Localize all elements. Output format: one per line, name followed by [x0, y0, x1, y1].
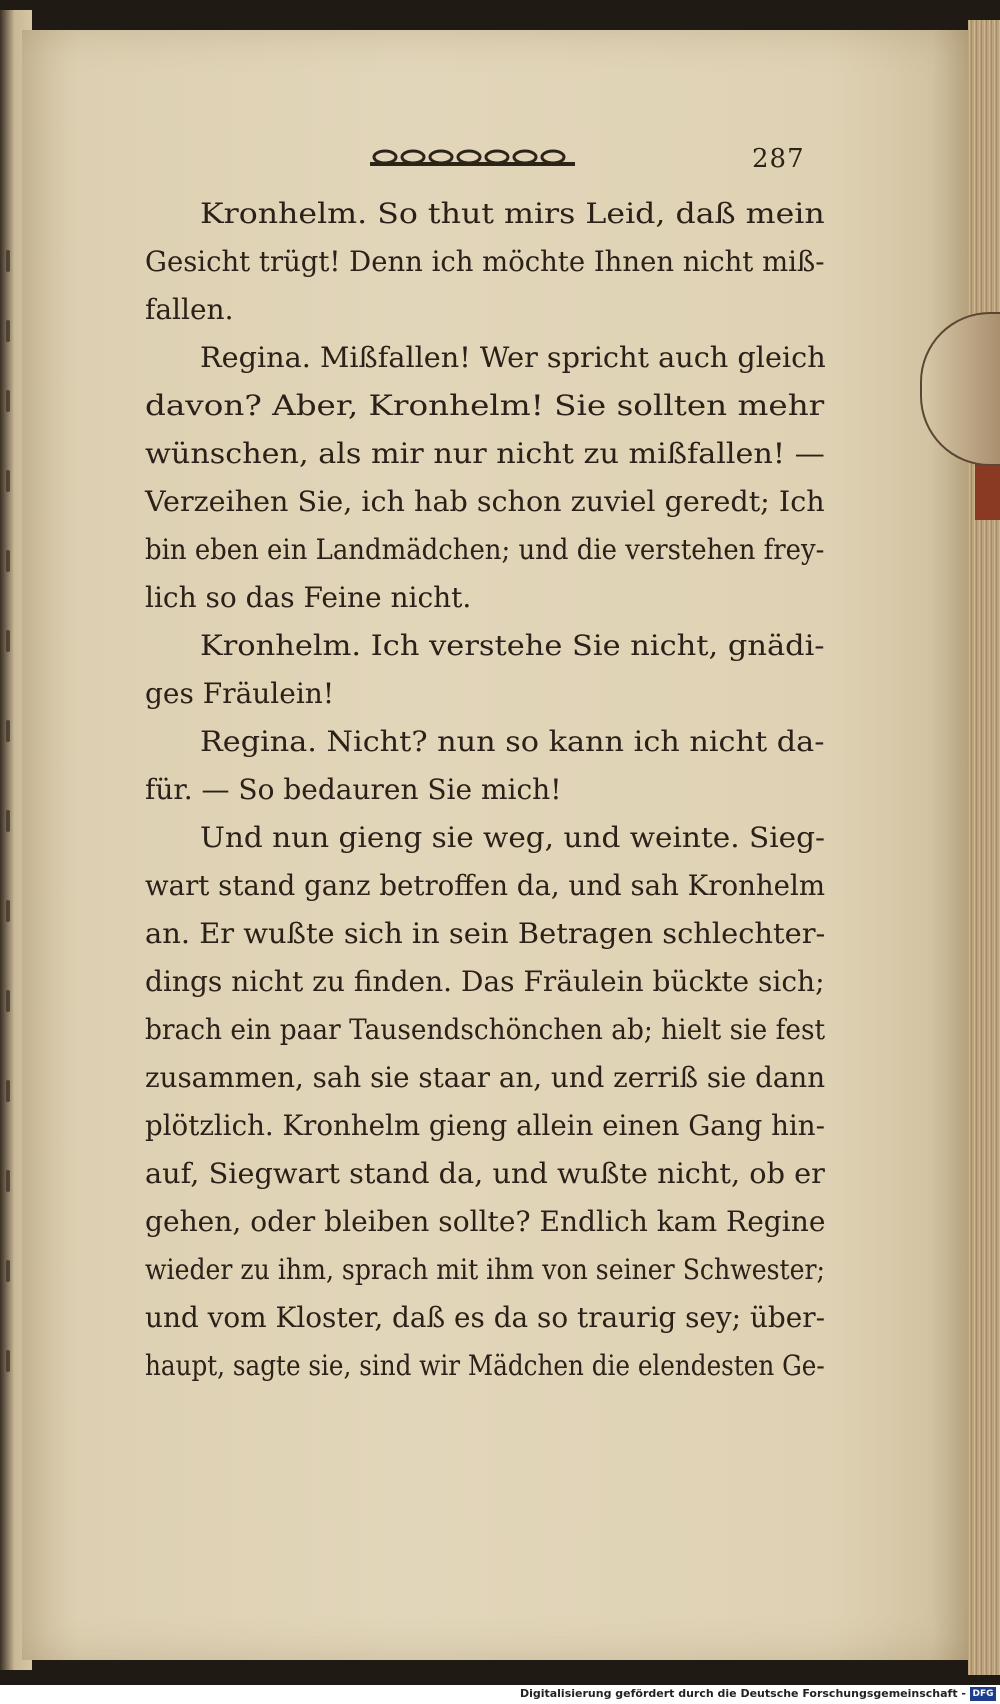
text-line: lich so das Feine nicht. [145, 581, 472, 614]
page-number: 287 [752, 144, 805, 174]
text-line: plötzlich. Kronhelm gieng allein einen Gang hin- [145, 1109, 825, 1142]
text-line: Verzeihen Sie, ich hab schon zuviel geredt; Ich [145, 485, 825, 518]
text-line: Und nun gieng sie weg, und weinte. Sieg- [200, 821, 825, 854]
text-line: für. — So bedauren Sie mich! [145, 773, 562, 806]
text-line: Kronhelm. Ich verstehe Sie nicht, gnädi- [200, 629, 825, 662]
text-line: Kronhelm. So thut mirs Leid, daß mein [200, 197, 825, 230]
text-line: gehen, oder bleiben sollte? Endlich kam Regine [145, 1205, 826, 1238]
text-line: dings nicht zu finden. Das Fräulein bückte sich; [145, 965, 825, 998]
digitization-footer [0, 1685, 1000, 1704]
text-line: davon? Aber, Kronhelm! Sie sollten mehr [145, 389, 825, 422]
page-header [370, 140, 810, 180]
header-ornament-icon [370, 148, 575, 168]
text-line: fallen. [145, 293, 234, 326]
text-line: haupt, sagte sie, sind wir Mädchen die elendesten Ge- [145, 1349, 825, 1382]
text-line: wart stand ganz betroffen da, und sah Kronhelm [145, 869, 826, 902]
text-line: Regina. Mißfallen! Wer spricht auch gleich [200, 341, 826, 374]
text-line: bin eben ein Landmädchen; und die verstehen frey- [145, 533, 825, 566]
left-page-bleed-marks [6, 250, 22, 1450]
dfg-logo: DFG [970, 1687, 996, 1701]
text-line: Gesicht trügt! Denn ich möchte Ihnen nicht miß- [145, 245, 825, 278]
text-line: zusammen, sah sie staar an, und zerriß sie dann [145, 1061, 826, 1094]
page-stack-edge [968, 20, 1000, 1675]
text-line: und vom Kloster, daß es da so traurig sey; über- [145, 1301, 826, 1334]
text-line: an. Er wußte sich in sein Betragen schlechter- [145, 917, 826, 950]
text-line: auf, Siegwart stand da, und wußte nicht, ob er [145, 1157, 825, 1190]
text-line: brach ein paar Tausendschönchen ab; hielt sie fest [145, 1013, 826, 1046]
text-line: Regina. Nicht? nun so kann ich nicht da- [200, 725, 825, 758]
text-line: wieder zu ihm, sprach mit ihm von seiner Schwester; [145, 1253, 825, 1286]
funding-credit: Digitalisierung gefördert durch die Deutsche Forschungsgemeinschaft - [519, 1687, 966, 1700]
text-line: wünschen, als mir nur nicht zu mißfallen! — [145, 437, 825, 470]
text-line: ges Fräulein! [145, 677, 335, 710]
